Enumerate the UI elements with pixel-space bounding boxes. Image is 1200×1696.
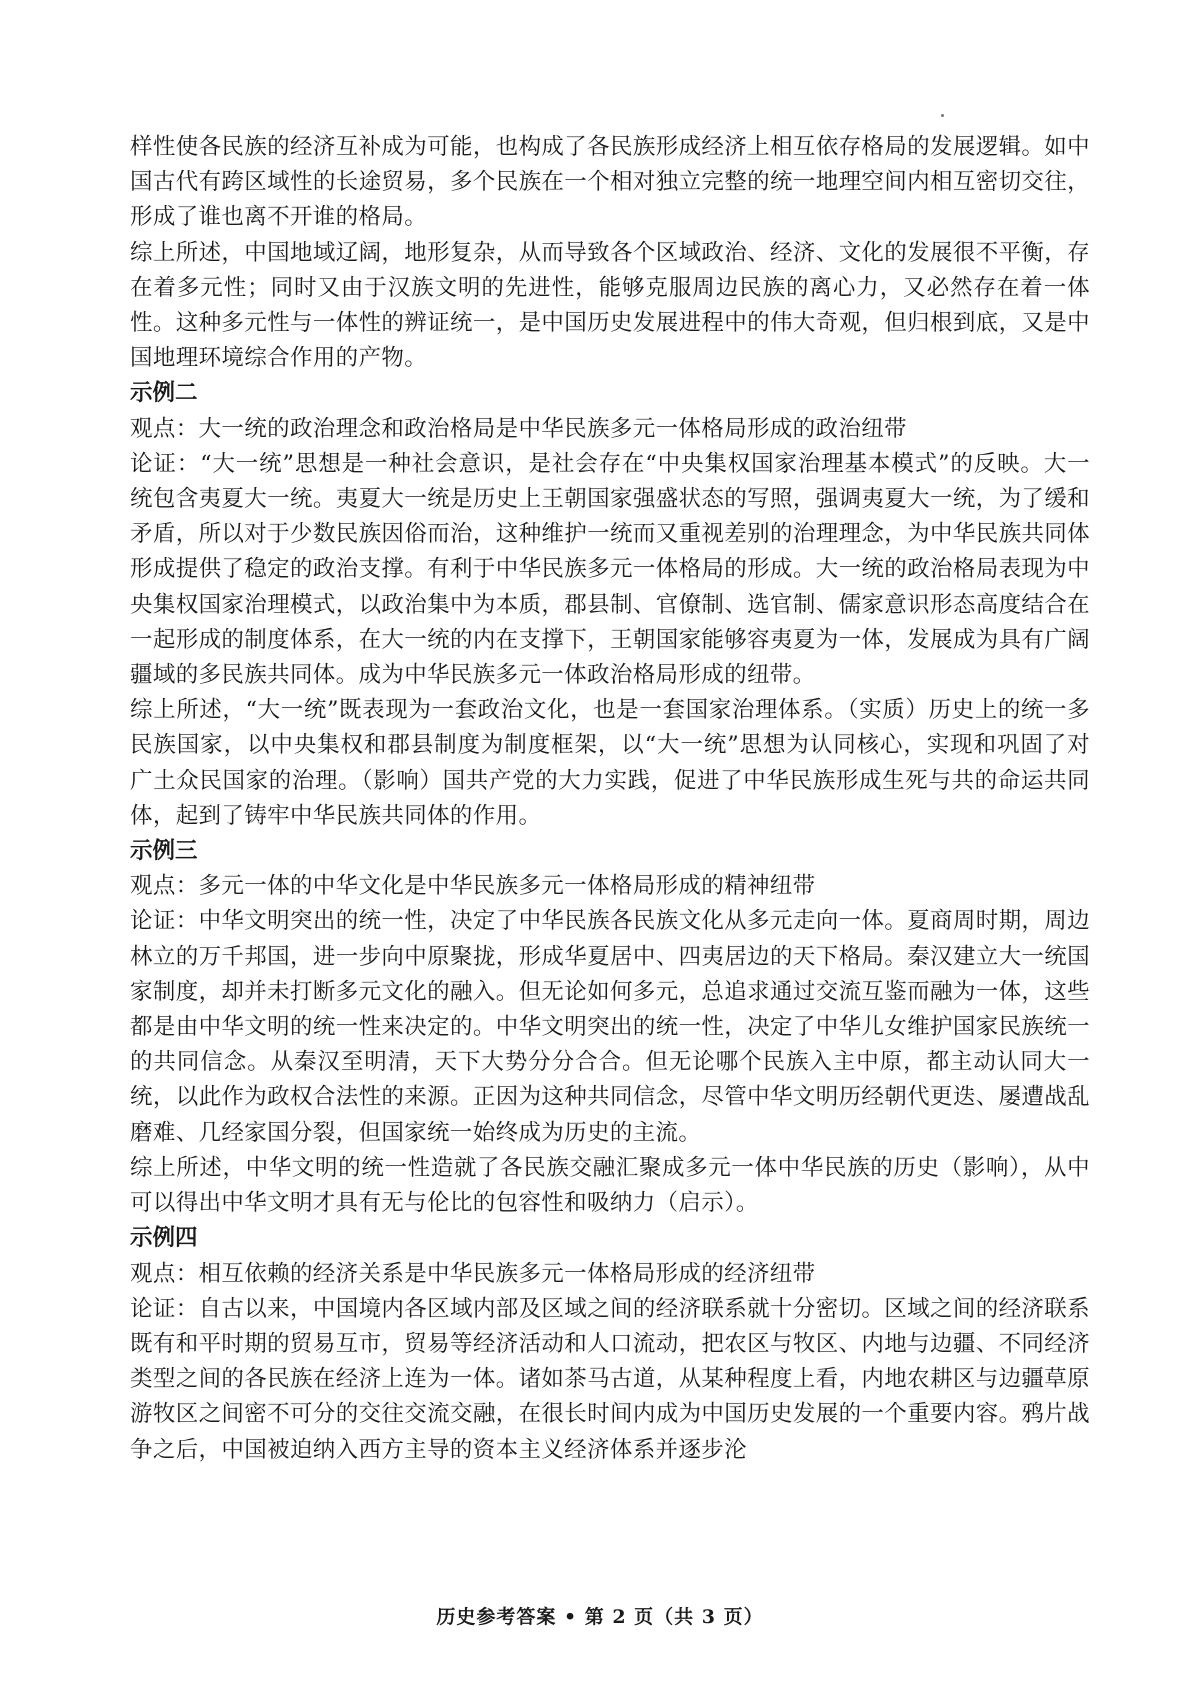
paragraph-10-argument: 论证：自古以来，中国境内各区域内部及区域之间的经济联系就十分密切。区域之间的经济联系既有和平时期的贸易互市，贸易等经济活动和人口流动，把农区与牧区、内地与边疆、不同经济类型之间的各民族在经济上连为一体。诸如茶马古道，从某种程度上看，内地农耕区与边疆草原游牧区之间密不可分的交往交流交融，在很长时间内成为中国历史发展的一个重要内容。鸦片战争之后，中国被迫纳入西方主导的资本主义经济体系并逐步沦 (130, 1295, 1090, 1463)
paragraph-5-summary: 综上所述，“大一统”既表现为一套政治文化，也是一套国家治理体系。（实质）历史上的统一多民族国家，以中央集权和郡县制度为制度框架，以“大一统”思想为认同核心，实现和巩固了对广土众民国家的治理。（影响）国共产党的大力实践，促进了中华民族形成生死与共的命运共同体，起到了铸牢中华民族共同体的作用。 (130, 697, 1090, 829)
scan-dot (941, 114, 944, 117)
heading-example-4: 示例四 (130, 1225, 198, 1252)
heading-example-3: 示例三 (130, 838, 198, 865)
paragraph-4-argument: 论证：“大一统”思想是一种社会意识，是社会存在“中央集权国家治理基本模式”的反映。大一统包含夷夏大一统。夷夏大一统是历史上王朝国家强盛状态的写照，强调夷夏大一统，为了缓和矛盾，所以对于少数民族因俗而治，这种维护一统而又重视差别的治理理念，为中华民族共同体形成提供了稳定的政治支撑。有利于中华民族多元一体格局的形成。大一统的政治格局表现为中央集权国家治理模式，以政治集中为本质，郡县制、官僚制、选官制、儒家意识形态高度结合在一起形成的制度体系，在大一统的内在支撑下，王朝国家能够容夷夏为一体，发展成为具有广阔疆域的多民族共同体。成为中华民族多元一体政治格局形成的纽带。 (130, 450, 1090, 689)
paragraph-3-viewpoint: 观点：大一统的政治理念和政治格局是中华民族多元一体格局形成的政治纽带 (130, 415, 907, 442)
paragraph-1: 样性使各民族的经济互补成为可能，也构成了各民族形成经济上相互依存格局的发展逻辑。如中国古代有跨区域性的长途贸易，多个民族在一个相对独立完整的统一地理空间内相互密切交往，形成了谁也离不开谁的格局。 (130, 134, 1090, 231)
paragraph-6-viewpoint: 观点：多元一体的中华文化是中华民族多元一体格局形成的精神纽带 (130, 873, 816, 900)
paragraph-7-argument: 论证：中华文明突出的统一性，决定了中华民族各民族文化从多元走向一体。夏商周时期，周边林立的万千邦国，进一步向中原聚拢，形成华夏居中、四夷居边的天下格局。秦汉建立大一统国家制度，却并未打断多元文化的融入。但无论如何多元，总追求通过交流互鉴而融为一体，这些都是由中华文明的统一性来决定的。中华文明突出的统一性，决定了中华儿女维护国家民族统一的共同信念。从秦汉至明清，天下大势分分合合。但无论哪个民族入主中原，都主动认同大一统，以此作为政权合法性的来源。正因为这种共同信念，尽管中华文明历经朝代更迭、屡遭战乱磨难、几经家国分裂，但国家统一始终成为历史的主流。 (130, 908, 1090, 1146)
heading-example-2: 示例二 (130, 380, 198, 407)
paragraph-8-summary: 综上所述，中华文明的统一性造就了各民族交融汇聚成多元一体中华民族的历史（影响），从中可以得出中华文明才具有无与伦比的包容性和吸纳力（启示）。 (130, 1154, 1090, 1217)
paragraph-9-viewpoint: 观点：相互依赖的经济关系是中华民族多元一体格局形成的经济纽带 (130, 1260, 816, 1287)
document-body (130, 130, 1090, 1468)
page-footer: 历史参考答案 • 第 2 页（共 3 页） (436, 1606, 764, 1628)
paragraph-2-summary: 综上所述，中国地域辽阔，地形复杂，从而导致各个区域政治、经济、文化的发展很不平衡，存在着多元性；同时又由于汉族文明的先进性，能够克服周边民族的离心力，又必然存在着一体性。这种多元性与一体性的辨证统一，是中国历史发展进程中的伟大奇观，但归根到底，又是中国地理环境综合作用的产物。 (130, 239, 1090, 372)
